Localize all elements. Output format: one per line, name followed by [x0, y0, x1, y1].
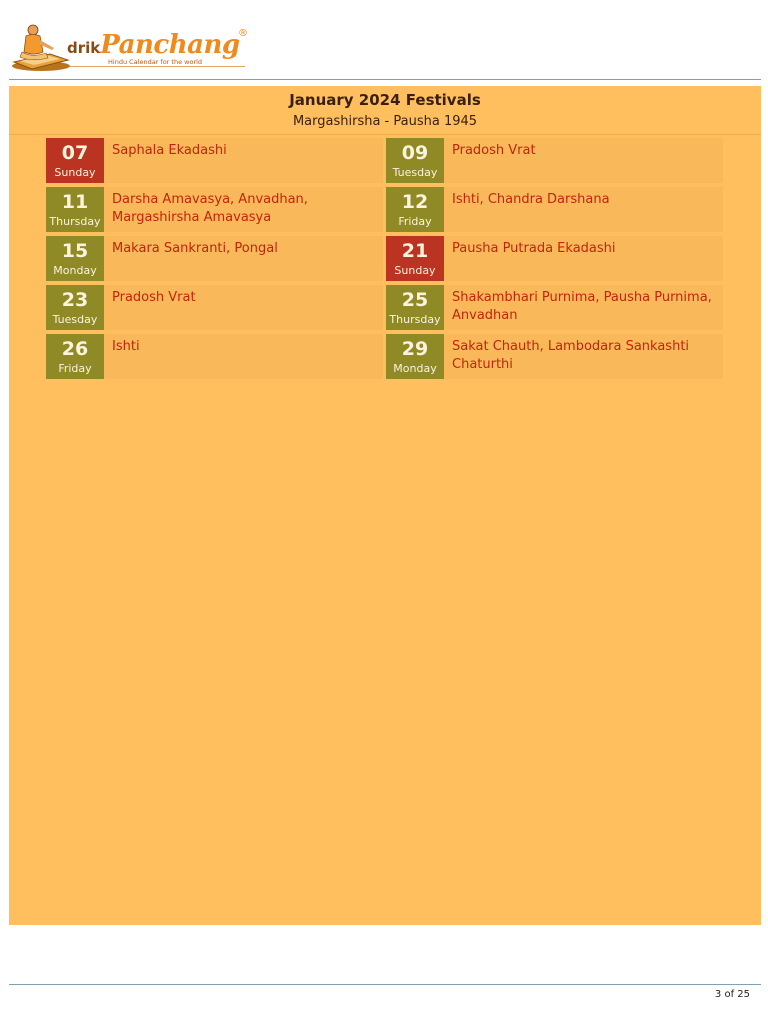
footer-divider	[9, 984, 761, 985]
page-number: 3 of 25	[714, 989, 750, 1000]
date-box	[386, 285, 444, 330]
logo-underline	[70, 66, 245, 67]
festival-grid	[46, 138, 723, 379]
date-number: 29	[401, 338, 429, 360]
festival-item[interactable]	[386, 236, 723, 281]
festival-names[interactable]: Shakambhari Purnima, Pausha Purnima, Anvadhan	[452, 290, 712, 323]
weekday-label: Sunday	[394, 264, 436, 277]
logo-tagline: Hindu Calendar for the world	[108, 58, 203, 66]
festival-names[interactable]: Ishti, Chandra Darshana	[452, 192, 610, 207]
festival-names[interactable]: Pradosh Vrat	[452, 143, 536, 158]
date-number: 21	[401, 240, 429, 262]
festival-item[interactable]	[46, 236, 383, 281]
weekday-label: Tuesday	[392, 166, 438, 179]
date-box	[46, 334, 104, 379]
date-number: 11	[61, 191, 89, 213]
weekday-label: Monday	[53, 264, 97, 277]
festival-names[interactable]: Pausha Putrada Ekadashi	[452, 241, 616, 256]
weekday-label: Friday	[58, 362, 92, 375]
sage-figure-icon	[10, 22, 72, 72]
weekday-label: Monday	[393, 362, 437, 375]
festival-item[interactable]	[46, 138, 383, 183]
logo-name: Panchang	[100, 30, 240, 60]
date-box	[46, 138, 104, 183]
drikpanchang-logo[interactable]	[10, 22, 250, 72]
logo-prefix: drik	[67, 39, 101, 57]
header-divider	[9, 79, 761, 80]
date-number: 23	[61, 289, 89, 311]
festival-panel	[9, 86, 761, 925]
festival-item[interactable]	[386, 334, 723, 379]
festival-item[interactable]	[386, 138, 723, 183]
date-number: 15	[61, 240, 89, 262]
festival-names[interactable]: Ishti	[112, 339, 140, 354]
registered-mark: ®	[238, 28, 248, 39]
weekday-label: Thursday	[49, 215, 101, 228]
page-subtitle: Margashirsha - Pausha 1945	[292, 114, 478, 129]
date-box	[46, 187, 104, 232]
weekday-label: Sunday	[54, 166, 96, 179]
festival-item[interactable]	[386, 187, 723, 232]
weekday-label: Tuesday	[52, 313, 98, 326]
logo-wordmark	[67, 30, 240, 60]
festival-names[interactable]: Saphala Ekadashi	[112, 143, 227, 158]
page-title: January 2024 Festivals	[289, 91, 481, 109]
date-number: 12	[401, 191, 429, 213]
weekday-label: Thursday	[389, 313, 441, 326]
date-box	[46, 236, 104, 281]
title-divider	[9, 134, 761, 135]
festival-names[interactable]: Pradosh Vrat	[112, 290, 196, 305]
date-number: 07	[61, 142, 89, 164]
date-box	[386, 236, 444, 281]
date-number: 25	[401, 289, 429, 311]
date-box	[386, 334, 444, 379]
weekday-label: Friday	[398, 215, 432, 228]
festival-names[interactable]: Darsha Amavasya, Anvadhan, Margashirsha Amavasya	[112, 192, 308, 225]
date-box	[46, 285, 104, 330]
date-number: 26	[61, 338, 89, 360]
festival-names[interactable]: Sakat Chauth, Lambodara Sankashti Chaturthi	[452, 339, 690, 372]
festival-item[interactable]	[46, 285, 383, 330]
festival-names[interactable]: Makara Sankranti, Pongal	[112, 241, 278, 256]
date-box	[386, 138, 444, 183]
date-box	[386, 187, 444, 232]
festival-item[interactable]	[46, 334, 383, 379]
date-number: 09	[401, 142, 429, 164]
festival-item[interactable]	[46, 187, 383, 232]
festival-item[interactable]	[386, 285, 723, 330]
